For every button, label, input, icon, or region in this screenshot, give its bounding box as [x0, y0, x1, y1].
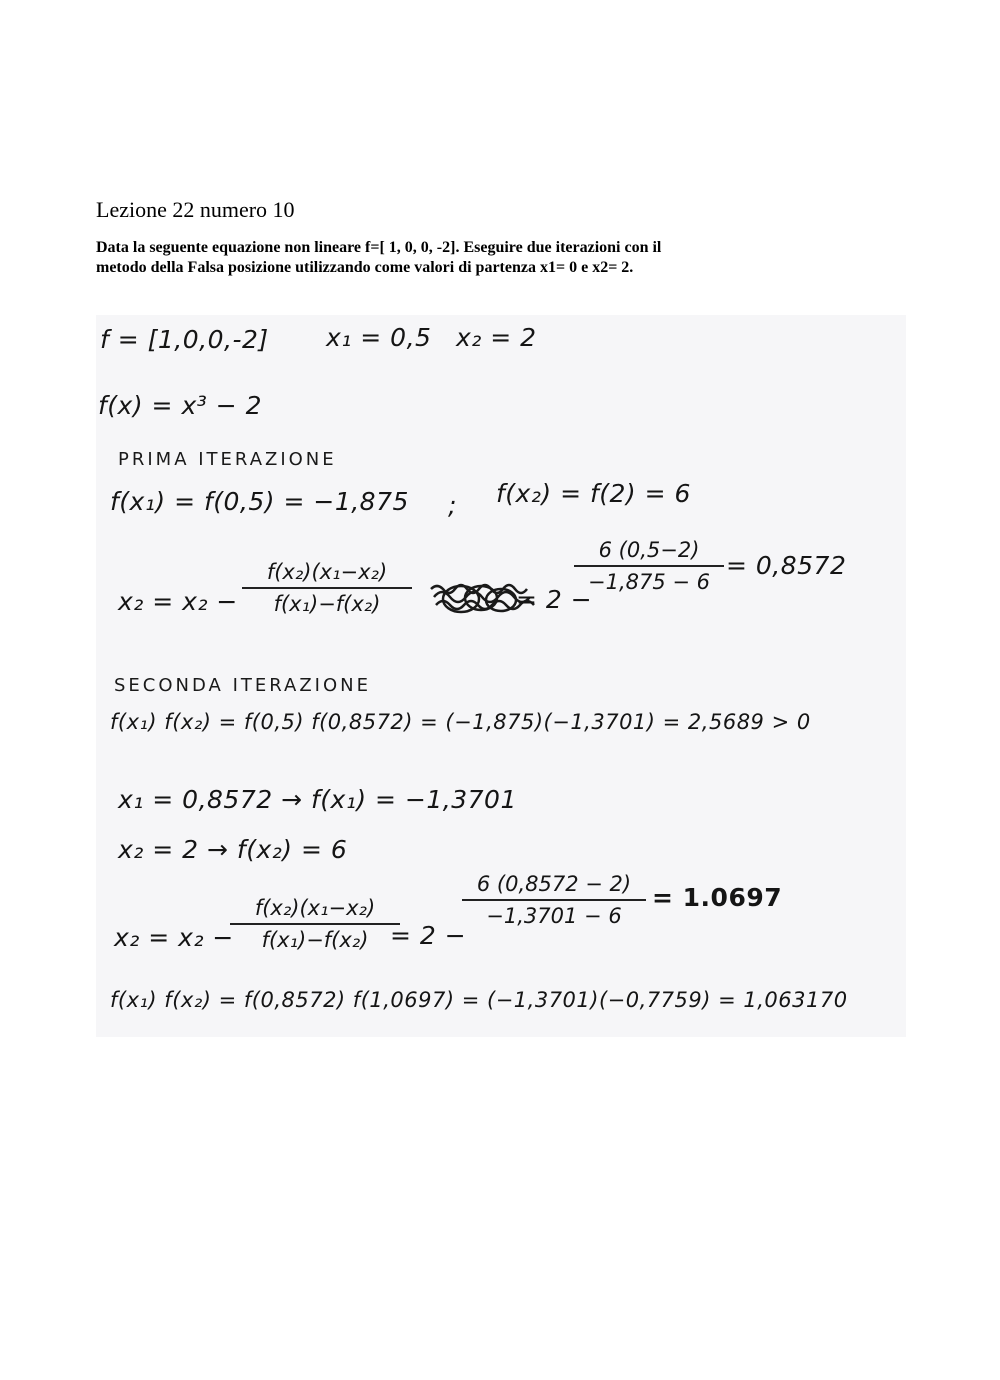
fraction-bar [242, 587, 412, 589]
handwritten-solution-scan [96, 315, 906, 1037]
statement-line-2: metodo della Falsa posizione utilizzando come valori di partenza x1= 0 e x2= 2. [96, 259, 634, 276]
hw-prima-fx1: f(x₁) = f(0,5) = −1,875 [110, 487, 409, 516]
hw-seconda-x2: x₂ = 2 → f(x₂) = 6 [118, 835, 348, 864]
hw-prima-frac2-num: 6 (0,5−2) [598, 538, 700, 562]
hw-prima-frac2-den: −1,875 − 6 [587, 570, 711, 594]
hw-prima-result: = 0,8572 [726, 551, 847, 580]
hw-seconda-heading: SECONDA ITERAZIONE [114, 675, 371, 696]
hw-seconda-frac2-den: −1,3701 − 6 [486, 904, 622, 928]
hw-f-vector: f = [1,0,0,-2] [100, 325, 269, 354]
hw-function-definition: f(x) = x³ − 2 [98, 391, 263, 420]
hw-seconda-frac1-den: f(x₁)−f(x₂) [261, 928, 369, 952]
hw-prima-separator: ; [448, 491, 457, 520]
hw-seconda-x1: x₁ = 0,8572 → f(x₁) = −1,3701 [118, 785, 517, 814]
hw-prima-heading: PRIMA ITERAZIONE [118, 449, 337, 470]
hw-seconda-x2-lhs: x₂ = x₂ − [114, 923, 234, 952]
hw-prima-fx2: f(x₂) = f(2) = 6 [496, 479, 691, 508]
hw-x2-start: x₂ = 2 [456, 323, 537, 352]
fraction-bar [574, 565, 724, 567]
hw-seconda-fraction-formula [230, 895, 400, 953]
hw-seconda-last-product: f(x₁) f(x₂) = f(0,8572) f(1,0697) = (−1,3701)(−0,7759) = 1,063170 [110, 988, 848, 1012]
hw-seconda-fraction-values [462, 871, 646, 929]
hw-seconda-eq-mid: = 2 − [390, 921, 467, 950]
hw-prima-fraction-values [574, 537, 724, 595]
hw-prima-frac1-den: f(x₁)−f(x₂) [273, 592, 381, 616]
fraction-bar [462, 899, 646, 901]
hw-prima-fraction-formula [242, 559, 412, 617]
fraction-bar [230, 923, 400, 925]
problem-statement [96, 238, 876, 278]
hw-prima-frac1-num: f(x₂)(x₁−x₂) [266, 560, 388, 584]
hw-x1-start: x₁ = 0,5 [326, 323, 432, 352]
hw-prima-x2-lhs: x₂ = x₂ − [118, 587, 238, 616]
hw-prima-eq-mid: = 2 − [516, 585, 593, 614]
page-title: Lezione 22 numero 10 [96, 197, 295, 222]
hw-seconda-result: = 1.0697 [652, 883, 783, 912]
statement-line-1: Data la seguente equazione non lineare f=[ 1, 0, 0, -2]. Eseguire due iterazioni con il [96, 239, 662, 256]
hw-seconda-product: f(x₁) f(x₂) = f(0,5) f(0,8572) = (−1,875)(−1,3701) = 2,5689 > 0 [110, 710, 811, 734]
hw-seconda-frac2-num: 6 (0,8572 − 2) [476, 872, 632, 896]
hw-seconda-frac1-num: f(x₂)(x₁−x₂) [254, 896, 376, 920]
